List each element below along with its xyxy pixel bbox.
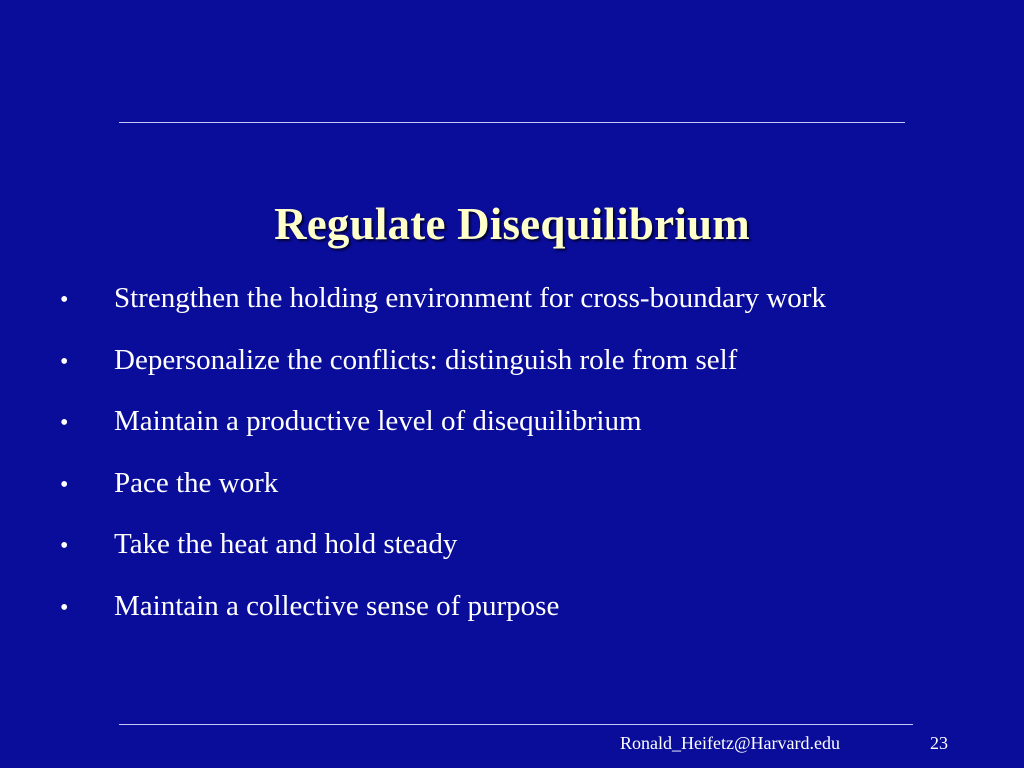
bullet-item xyxy=(0,522,1024,584)
bullet-text: Depersonalize the conflicts: distinguish role from self xyxy=(114,343,738,376)
bullet-item xyxy=(0,461,1024,523)
bullet-marker: • xyxy=(60,471,69,498)
bullet-text: Pace the work xyxy=(114,466,279,499)
bullet-text: Strengthen the holding environment for cross-boundary work xyxy=(114,282,826,314)
bullet-item xyxy=(0,399,1024,461)
bullet-item xyxy=(0,276,1024,338)
bullet-marker: • xyxy=(60,287,69,313)
bullet-item xyxy=(0,584,1024,646)
bullet-marker: • xyxy=(60,348,69,375)
slide-title: Regulate Disequilibrium xyxy=(274,199,750,250)
bullet-marker: • xyxy=(60,533,69,559)
bullet-marker: • xyxy=(60,410,69,436)
bottom-divider-line xyxy=(119,724,913,725)
bullet-text: Maintain a productive level of disequilibrium xyxy=(114,405,642,437)
top-divider-line xyxy=(119,122,905,123)
page-number: 23 xyxy=(930,733,948,753)
footer-email: Ronald_Heifetz@Harvard.edu xyxy=(620,733,840,753)
bullet-marker: • xyxy=(60,594,69,621)
bullet-list xyxy=(0,276,1024,645)
bullet-item xyxy=(0,338,1024,400)
bullet-text: Take the heat and hold steady xyxy=(114,528,458,560)
bullet-text: Maintain a collective sense of purpose xyxy=(114,589,560,622)
